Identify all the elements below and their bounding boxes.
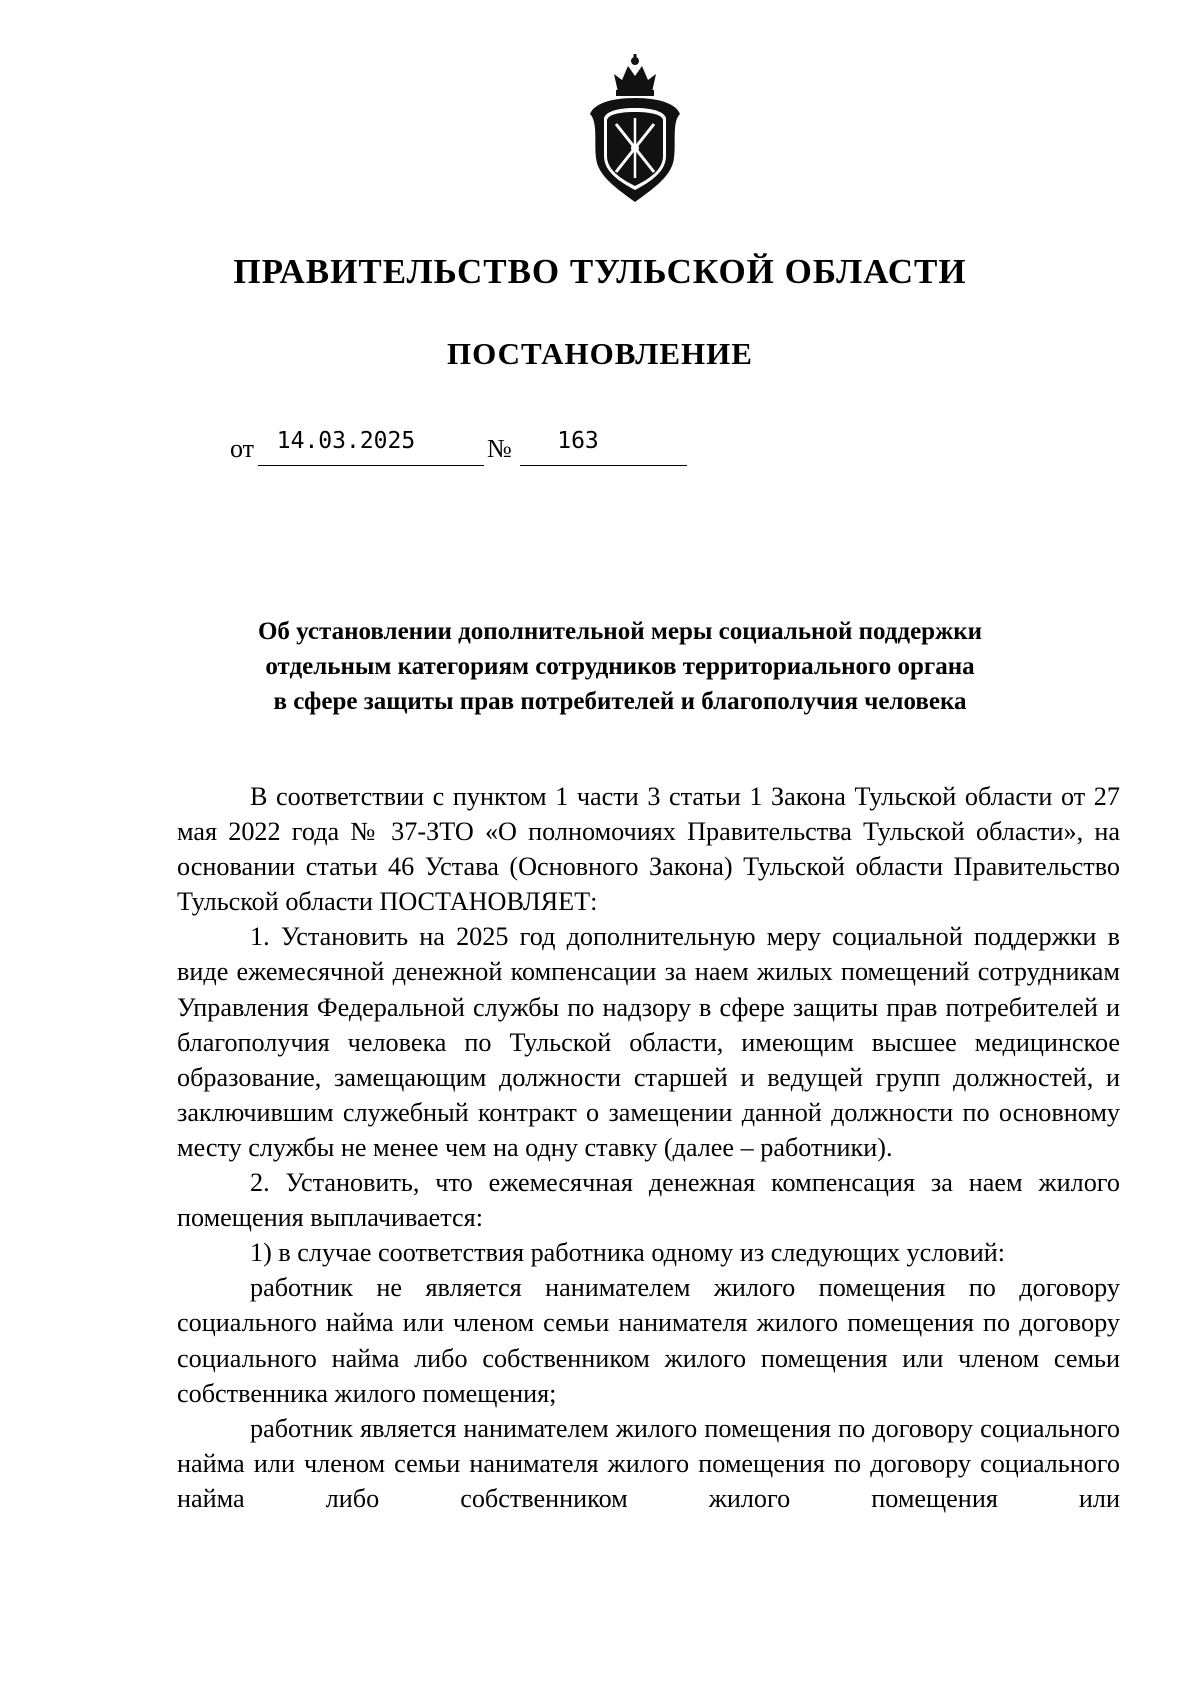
number-underline — [520, 465, 687, 466]
condition-paragraph: работник является нанимателем жилого помещения по договору социального найма или членом семьи нанимателя жилого помещения по договору социального найма либо собственником жилого помещения или — [177, 1413, 1120, 1513]
organization-title: ПРАВИТЕЛЬСТВО ТУЛЬСКОЙ ОБЛАСТИ — [233, 252, 967, 291]
subject-line: Об установлении дополнительной меры социальной поддержки — [257, 618, 983, 645]
date-underline — [258, 465, 484, 466]
clause-1-paragraph: 1. Установить на 2025 год дополнительную меру социальной поддержки в виде ежемесячной денежной компенсации за наем жилых помещений сотрудникам Управления Федеральной службы по надзору в сфере защиты прав потребителей и благополучия человека по Тульской области, имеющим высшее медицинское образование, замещающим должности старшей и ведущей групп должностей, и заключившим служебный контракт о замещении данной должности по основному месту службы не менее чем на одну ставку (далее – работники). — [177, 922, 1120, 1162]
subject-line: в сфере защиты прав потребителей и благополучия человека — [273, 688, 967, 715]
number-label: № — [487, 434, 512, 463]
date-label: от — [230, 434, 255, 463]
subject-line: отдельным категориям сотрудников территориального органа — [265, 653, 975, 680]
registration-line — [230, 428, 930, 468]
number-value: 163 — [557, 428, 599, 454]
document-type: ПОСТАНОВЛЕНИЕ — [447, 336, 753, 371]
clause-2-paragraph: 2. Установить, что ежемесячная денежная компенсация за наем жилого помещения выплачивается: — [177, 1168, 1120, 1233]
document-body — [177, 779, 1120, 1516]
document-subject — [160, 614, 1080, 719]
date-value: 14.03.2025 — [276, 428, 416, 454]
tula-region-coat-of-arms-icon — [580, 52, 690, 204]
condition-paragraph: работник не является нанимателем жилого помещения по договору социального найма или членом семьи нанимателя жилого помещения по договору социального найма либо собственником жилого помещения или членом семьи собственника жилого помещения; — [177, 1273, 1120, 1408]
clause-2-item-1-paragraph: 1) в случае соответствия работника одному из следующих условий: — [250, 1238, 1006, 1268]
preamble-paragraph: В соответствии с пунктом 1 части 3 статьи 1 Закона Тульской области от 27 мая 2022 года № 37-ЗТО «О полномочиях Правительства Тульской области», на основании статьи 46 Устава (Основного Закона) Тульской области Правительство Тульской области ПОСТАНОВЛЯЕТ: — [177, 782, 1120, 917]
